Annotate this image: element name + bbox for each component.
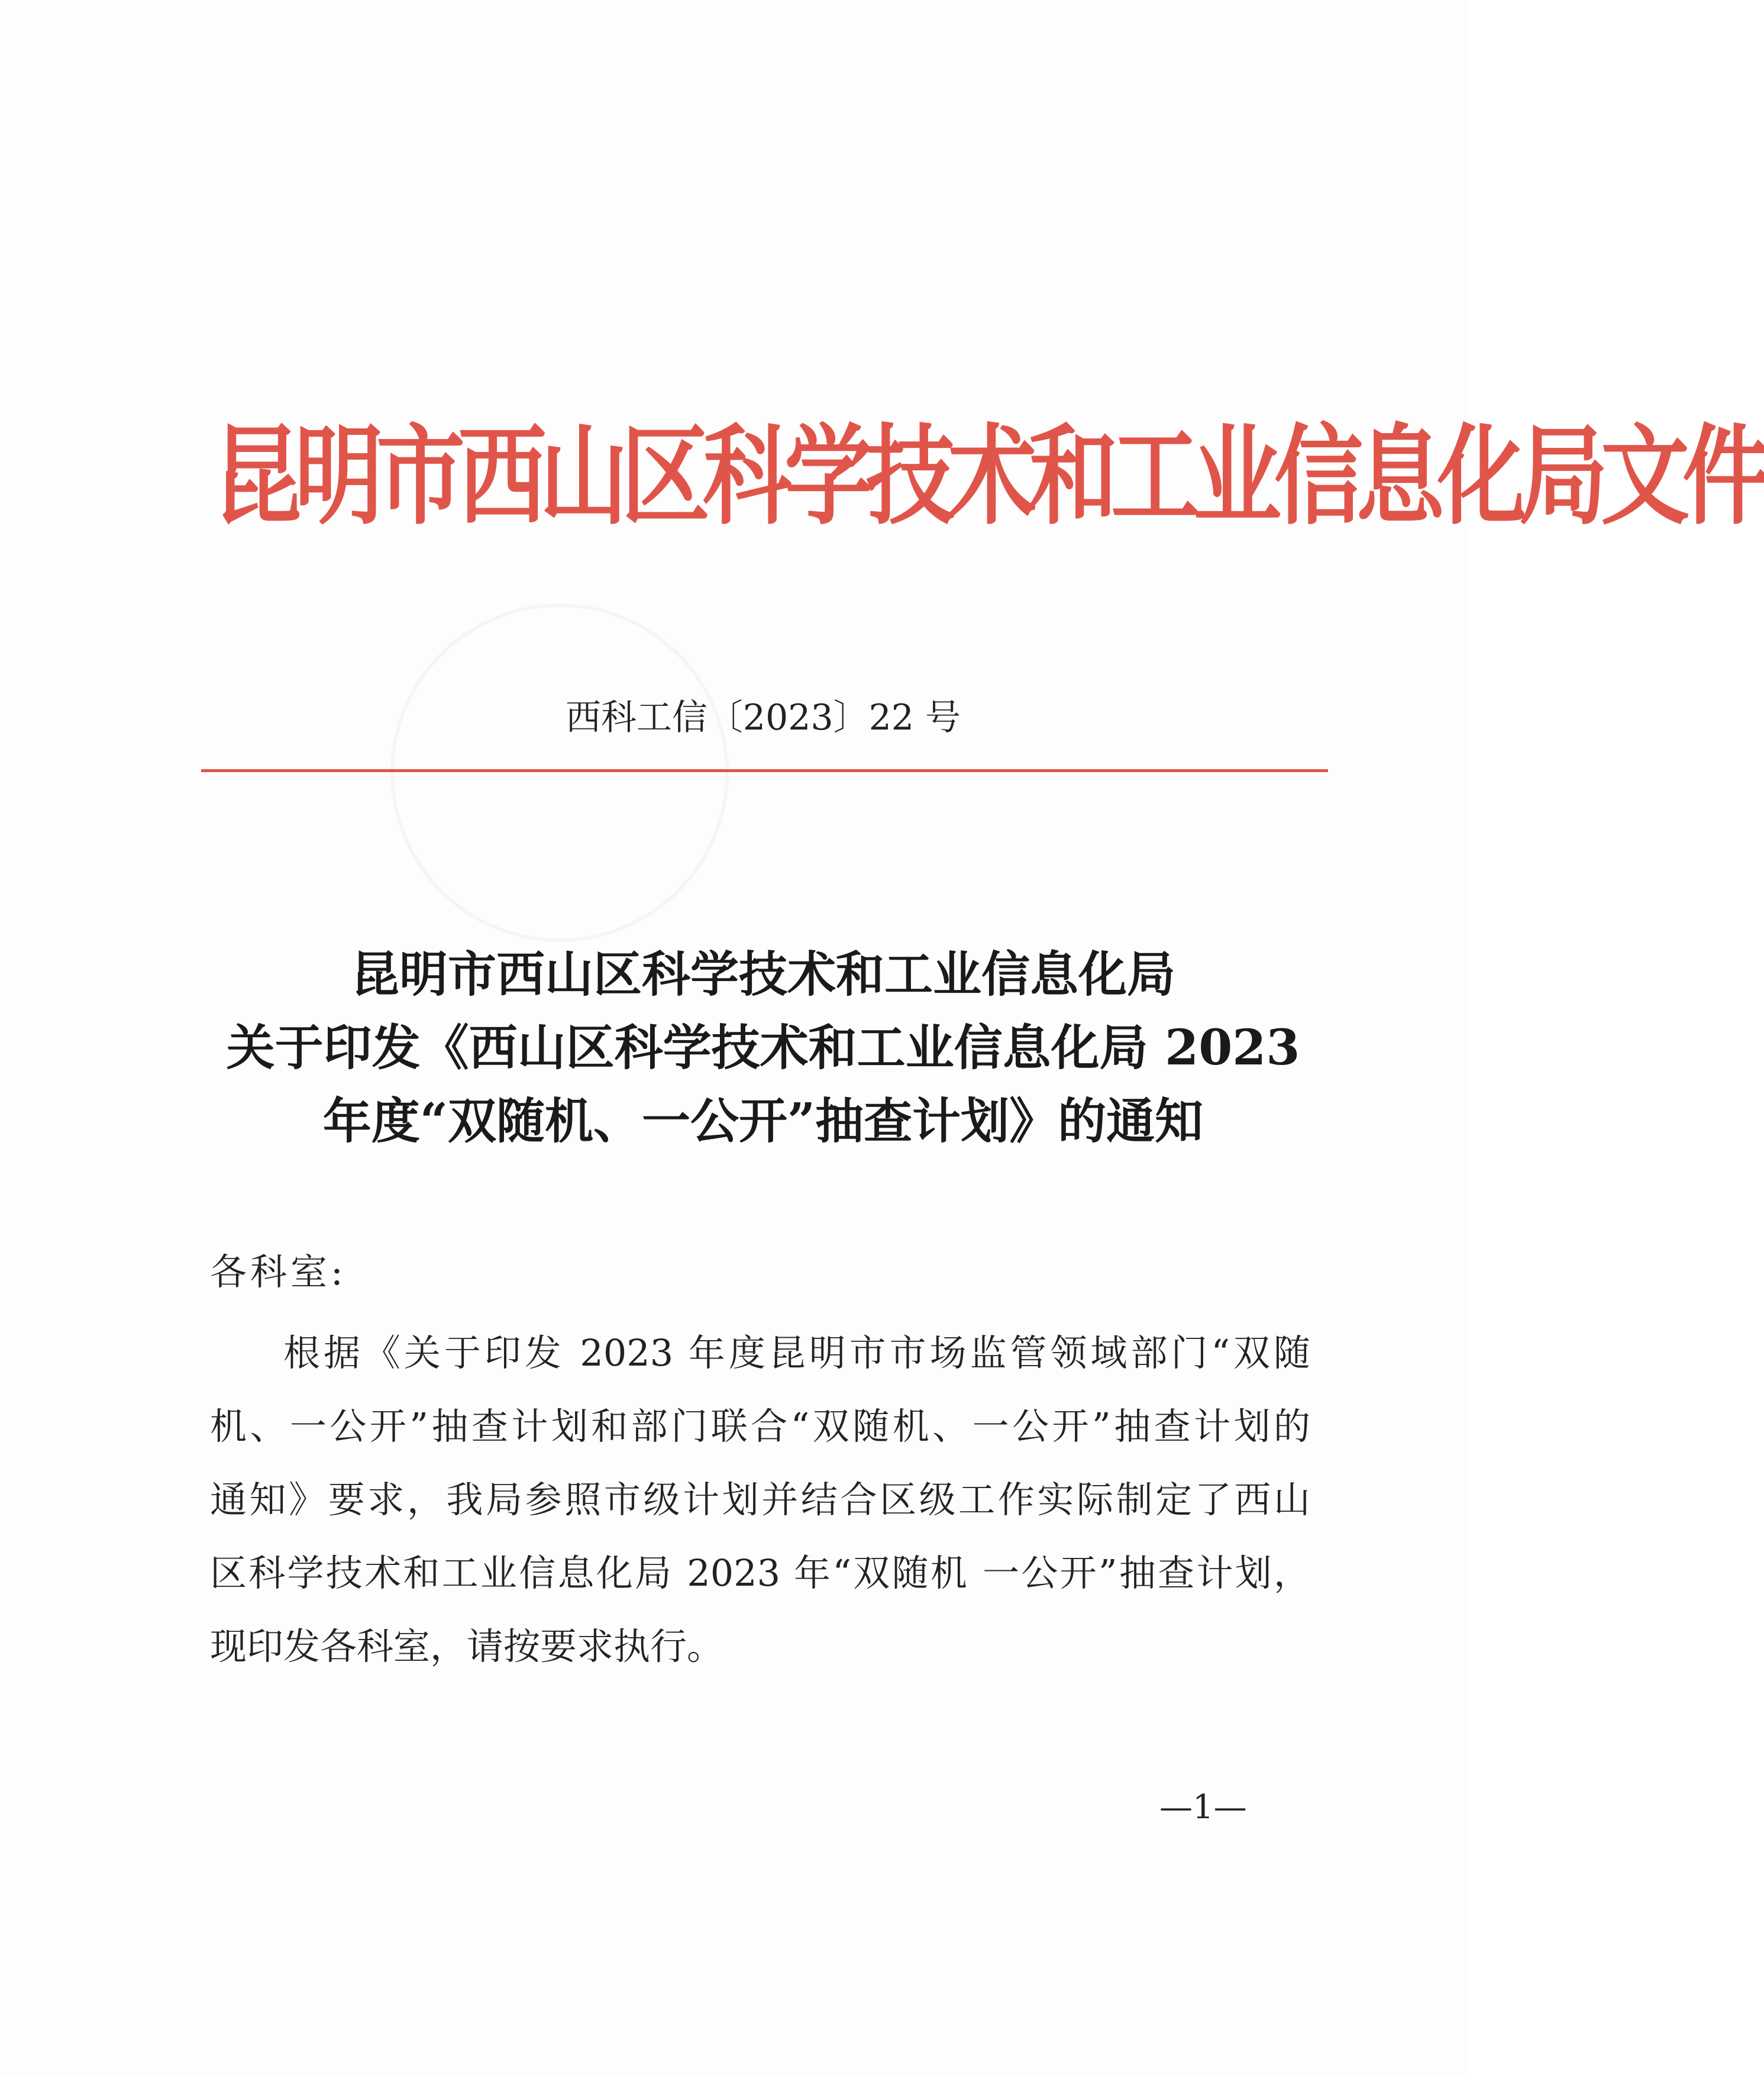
body-line-1: 根据《关于印发 2023 年度昆明市市场监管领域部门“双随	[283, 1331, 1310, 1374]
body-line-2: 机、一公开”抽查计划和部门联合“双随机、一公开”抽查计划的	[210, 1405, 1310, 1448]
salutation: 各科室:	[210, 1250, 347, 1293]
page-number: —1—	[1159, 1788, 1247, 1826]
body-line-4: 区科学技术和工业信息化局 2023 年“双随机 一公开”抽查计划，	[210, 1551, 1310, 1595]
document-number: 西科工信〔2023〕22 号	[565, 697, 961, 738]
body-paragraph	[210, 1316, 1310, 1683]
masthead-title: 昆明市西山区科学技术和工业信息化局文件	[213, 412, 1764, 540]
notice-title-line-2: 关于印发《西山区科学技术和工业信息化局 2023	[226, 1019, 1300, 1076]
body-line-3: 通知》要求，我局参照市级计划并结合区级工作实际制定了西山	[210, 1478, 1310, 1521]
body-line-5: 现印发各科室，请按要求执行。	[210, 1625, 724, 1668]
notice-title	[195, 938, 1331, 1158]
notice-title-line-1: 昆明市西山区科学技术和工业信息化局	[350, 946, 1175, 1003]
faint-seal-mark	[390, 604, 729, 942]
notice-title-line-3: 年度“双随机、一公开”抽查计划》的通知	[322, 1093, 1204, 1150]
red-divider-rule	[201, 769, 1328, 772]
